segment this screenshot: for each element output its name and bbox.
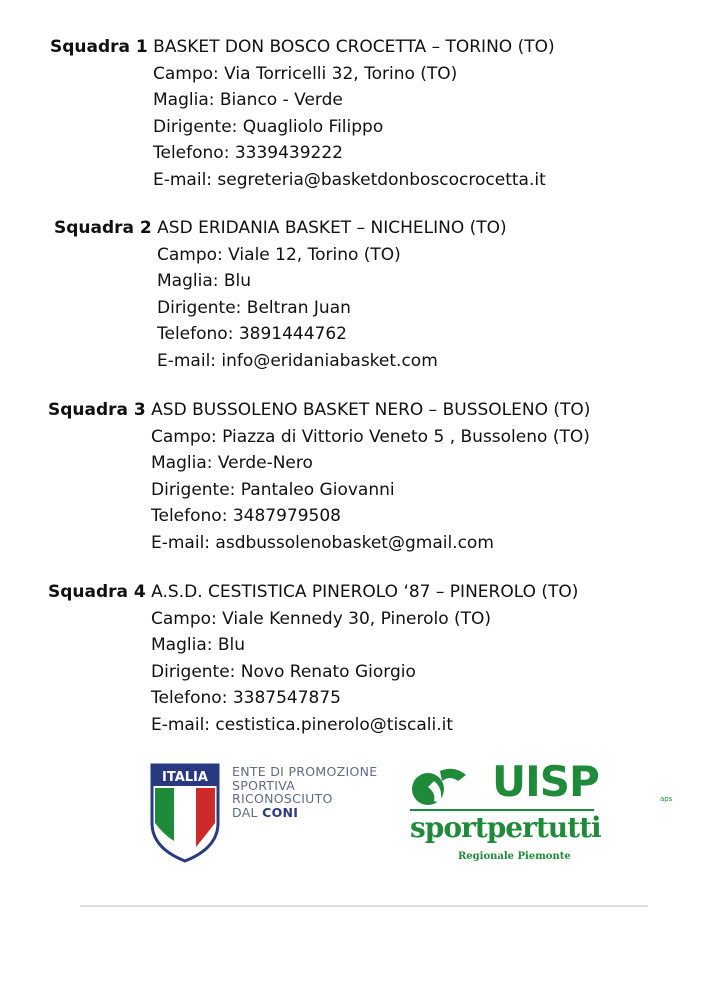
team-campo: Campo: Viale 12, Torino (TO) — [157, 244, 401, 265]
team-name: A.S.D. CESTISTICA PINEROLO ‘87 – PINEROLO (TO) — [151, 582, 579, 602]
coni-recognition-text — [232, 765, 377, 819]
team-details — [151, 424, 590, 557]
team-name: ASD ERIDANIA BASKET – NICHELINO (TO) — [157, 218, 507, 238]
team-maglia: Maglia: Blu — [151, 635, 246, 656]
team-dirigente: Dirigente: Quagliolo Filippo — [153, 116, 384, 137]
coni-prefix: DAL — [232, 804, 263, 820]
team-email: E-mail: info@eridaniabasket.com — [157, 350, 438, 371]
uisp-runner-icon — [410, 761, 468, 809]
team-block-3 — [48, 397, 590, 557]
team-title — [50, 34, 555, 61]
team-block-4 — [48, 579, 578, 739]
team-title — [48, 579, 578, 606]
italia-shield-text: ITALIA — [162, 770, 208, 785]
uisp-aps-label: aps — [660, 795, 673, 803]
team-maglia: Maglia: Blu — [157, 271, 252, 292]
team-name: ASD BUSSOLENO BASKET NERO – BUSSOLENO (TO) — [151, 400, 591, 420]
team-label: Squadra 2 — [54, 218, 152, 238]
team-details — [151, 606, 578, 739]
team-campo: Campo: Viale Kennedy 30, Pinerolo (TO) — [151, 608, 492, 629]
team-maglia: Maglia: Bianco - Verde — [153, 90, 343, 111]
sponsor-logo-strip — [80, 755, 673, 907]
team-campo: Campo: Piazza di Vittorio Veneto 5 , Bussoleno (TO) — [151, 426, 590, 447]
coni-line — [232, 806, 377, 820]
team-label: Squadra 3 — [48, 400, 146, 420]
team-label: Squadra 4 — [48, 582, 146, 602]
team-email: E-mail: asdbussolenobasket@gmail.com — [151, 532, 494, 553]
team-block-1 — [50, 34, 555, 194]
team-dirigente: Dirigente: Pantaleo Giovanni — [151, 479, 395, 500]
team-telefono: Telefono: 3487979508 — [151, 506, 341, 527]
team-telefono: Telefono: 3891444762 — [157, 324, 347, 345]
coni-line: RICONOSCIUTO — [232, 791, 333, 806]
team-telefono: Telefono: 3339439222 — [153, 143, 343, 164]
team-dirigente: Dirigente: Novo Renato Giorgio — [151, 661, 416, 682]
team-details — [157, 242, 507, 375]
team-name: BASKET DON BOSCO CROCETTA – TORINO (TO) — [153, 37, 555, 57]
team-details — [153, 61, 555, 194]
team-title — [54, 215, 507, 242]
uisp-wordmark: UISP — [492, 757, 599, 806]
uisp-region: Regionale Piemonte — [458, 851, 571, 862]
uisp-slogan: sportpertutti — [410, 811, 601, 844]
italia-shield-logo — [150, 763, 220, 863]
team-campo: Campo: Via Torricelli 32, Torino (TO) — [153, 63, 458, 84]
team-email: E-mail: cestistica.pinerolo@tiscali.it — [151, 714, 454, 735]
coni-line: ENTE DI PROMOZIONE — [232, 764, 378, 779]
team-label: Squadra 1 — [50, 37, 148, 57]
team-title — [48, 397, 590, 424]
team-maglia: Maglia: Verde-Nero — [151, 453, 313, 474]
team-telefono: Telefono: 3387547875 — [151, 688, 341, 709]
team-email: E-mail: segreteria@basketdonboscocrocetta.it — [153, 169, 546, 190]
team-dirigente: Dirigente: Beltran Juan — [157, 297, 351, 318]
coni-bold: CONI — [262, 804, 299, 820]
coni-line: SPORTIVA — [232, 777, 296, 793]
team-block-2 — [54, 215, 507, 375]
